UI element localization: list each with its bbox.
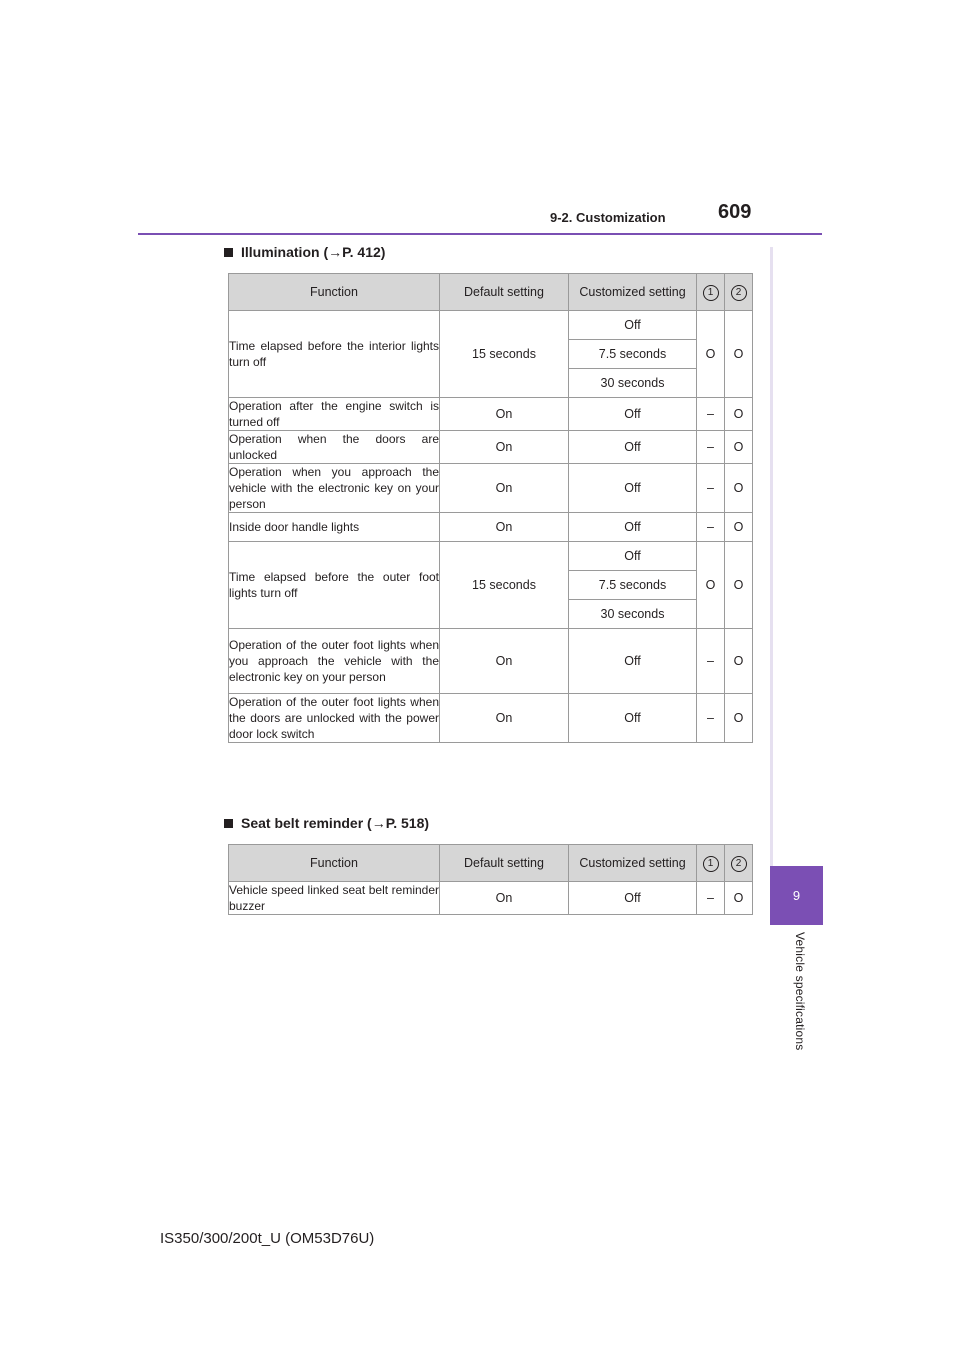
seatbelt-heading bbox=[224, 815, 429, 831]
mark1-cell: – bbox=[697, 431, 725, 464]
default-cell: On bbox=[440, 694, 569, 743]
function-cell: Operation of the outer foot lights when the doors are unlocked with the power door lock switch bbox=[229, 695, 439, 741]
table-row bbox=[229, 513, 753, 542]
mark1-cell: – bbox=[697, 882, 725, 915]
table-row bbox=[229, 882, 753, 915]
circle-2-icon: 2 bbox=[731, 285, 747, 301]
side-rule bbox=[770, 247, 773, 925]
mark2-cell: O bbox=[725, 311, 753, 398]
custom-cell: Off bbox=[569, 513, 697, 542]
table-header bbox=[229, 274, 753, 311]
square-bullet-icon bbox=[224, 819, 233, 828]
col-customized: Customized setting bbox=[569, 845, 697, 882]
option-cell: 30 seconds bbox=[569, 369, 697, 398]
default-cell: 15 seconds bbox=[440, 311, 569, 398]
mark1-cell: – bbox=[697, 513, 725, 542]
table-row bbox=[229, 311, 753, 340]
chapter-label: Vehicle specifications bbox=[793, 932, 807, 1051]
default-cell: 15 seconds bbox=[440, 542, 569, 629]
custom-cell: Off bbox=[569, 629, 697, 694]
col-default: Default setting bbox=[440, 274, 569, 311]
mark1-cell: O bbox=[697, 311, 725, 398]
function-cell: Inside door handle lights bbox=[229, 513, 440, 542]
table-row bbox=[229, 398, 753, 431]
mark2-cell: O bbox=[725, 882, 753, 915]
table-row bbox=[229, 694, 753, 743]
default-cell: On bbox=[440, 629, 569, 694]
square-bullet-icon bbox=[224, 248, 233, 257]
function-cell: Operation when the doors are unlocked bbox=[229, 432, 439, 462]
option-cell: 7.5 seconds bbox=[569, 571, 697, 600]
function-cell: Operation when you approach the vehicle with the electronic key on your person bbox=[229, 465, 439, 511]
custom-cell: Off bbox=[569, 882, 697, 915]
circle-1-icon: 1 bbox=[703, 285, 719, 301]
circle-2-icon: 2 bbox=[731, 856, 747, 872]
custom-cell: Off bbox=[569, 431, 697, 464]
mark2-cell: O bbox=[725, 629, 753, 694]
option-cell: Off bbox=[569, 311, 697, 340]
table-header bbox=[229, 845, 753, 882]
footer-model: IS350/300/200t_U (OM53D76U) bbox=[160, 1230, 375, 1247]
function-cell: Operation of the outer foot lights when you approach the vehicle with the electronic key on your person bbox=[229, 629, 440, 694]
section-title: 9-2. Customization bbox=[550, 210, 666, 225]
table-row bbox=[229, 464, 753, 513]
mark1-cell: – bbox=[697, 629, 725, 694]
function-cell: Time elapsed before the outer foot lights turn off bbox=[229, 542, 440, 629]
custom-cell: Off bbox=[569, 398, 697, 431]
default-cell: On bbox=[440, 882, 569, 915]
default-cell: On bbox=[440, 431, 569, 464]
col-mark-1 bbox=[697, 274, 725, 311]
option-cell: 7.5 seconds bbox=[569, 340, 697, 369]
col-function: Function bbox=[229, 845, 440, 882]
header-rule bbox=[138, 233, 822, 235]
col-default: Default setting bbox=[440, 845, 569, 882]
custom-cell: Off bbox=[569, 694, 697, 743]
mark2-cell: O bbox=[725, 513, 753, 542]
mark2-cell: O bbox=[725, 431, 753, 464]
col-mark-2 bbox=[725, 845, 753, 882]
col-customized: Customized setting bbox=[569, 274, 697, 311]
default-cell: On bbox=[440, 398, 569, 431]
mark1-cell: O bbox=[697, 542, 725, 629]
mark2-cell: O bbox=[725, 464, 753, 513]
table-row bbox=[229, 431, 753, 464]
function-cell: Operation after the engine switch is turned off bbox=[229, 399, 439, 429]
mark1-cell: – bbox=[697, 464, 725, 513]
illumination-table bbox=[228, 273, 753, 743]
seatbelt-table bbox=[228, 844, 753, 915]
mark2-cell: O bbox=[725, 398, 753, 431]
seatbelt-title: Seat belt reminder (→P. 518) bbox=[241, 815, 430, 831]
option-cell: Off bbox=[569, 542, 697, 571]
illumination-title: Illumination (→P. 412) bbox=[241, 244, 386, 260]
table-row bbox=[229, 629, 753, 694]
mark1-cell: – bbox=[697, 398, 725, 431]
mark2-cell: O bbox=[725, 542, 753, 629]
page-number: 609 bbox=[718, 201, 752, 223]
table-row bbox=[229, 542, 753, 571]
mark2-cell: O bbox=[725, 694, 753, 743]
option-cell: 30 seconds bbox=[569, 600, 697, 629]
illumination-heading bbox=[224, 244, 385, 260]
col-function: Function bbox=[229, 274, 440, 311]
col-mark-1 bbox=[697, 845, 725, 882]
function-cell: Time elapsed before the interior lights turn off bbox=[229, 311, 440, 398]
circle-1-icon: 1 bbox=[703, 856, 719, 872]
default-cell: On bbox=[440, 513, 569, 542]
default-cell: On bbox=[440, 464, 569, 513]
mark1-cell: – bbox=[697, 694, 725, 743]
col-mark-2 bbox=[725, 274, 753, 311]
custom-cell: Off bbox=[569, 464, 697, 513]
chapter-tab: 9 bbox=[770, 866, 823, 925]
function-cell: Vehicle speed linked seat belt reminder buzzer bbox=[229, 883, 439, 913]
